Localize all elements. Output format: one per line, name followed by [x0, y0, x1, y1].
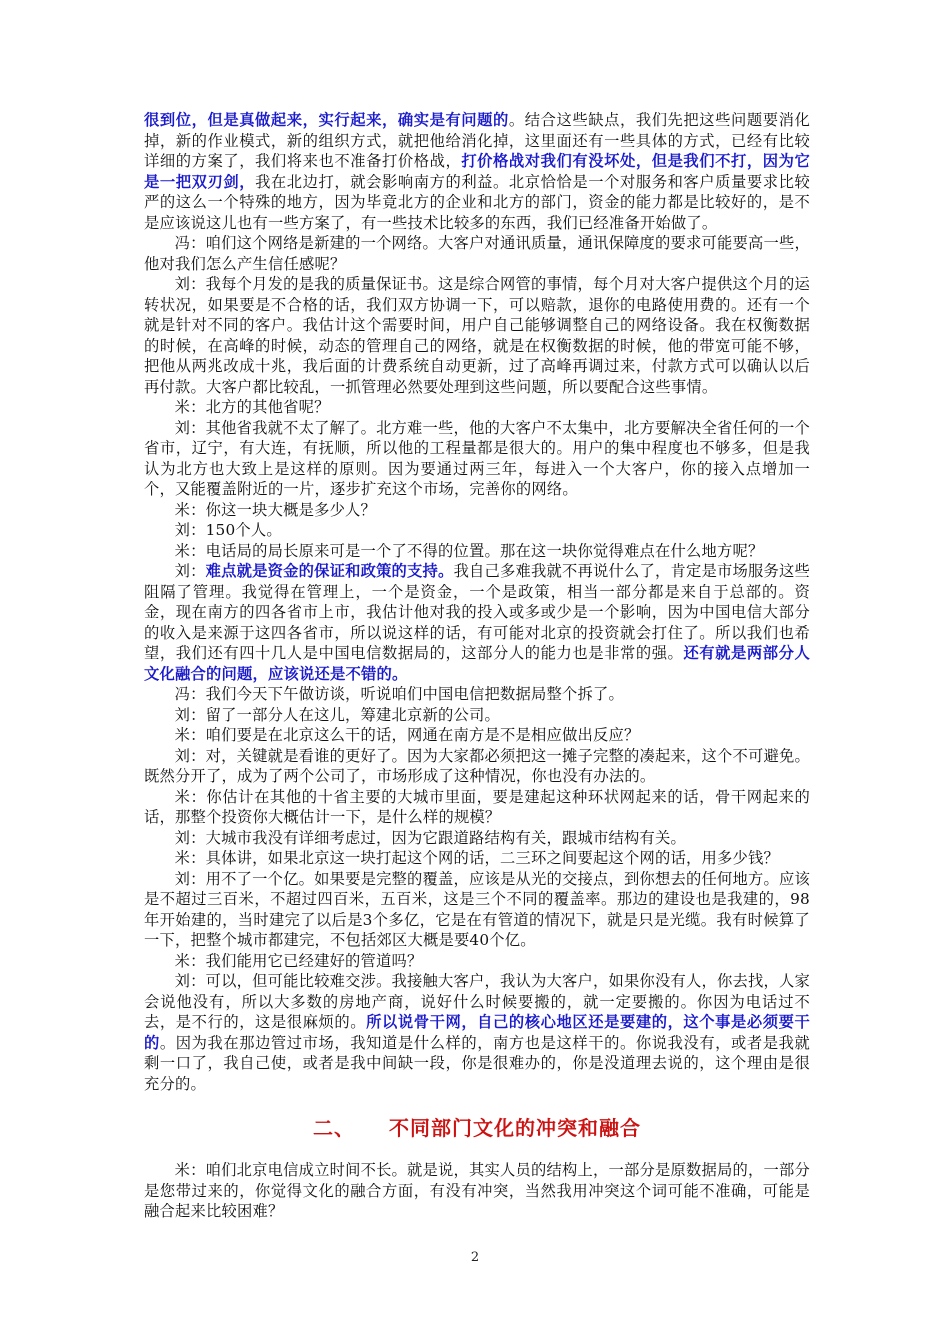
highlighted-text: 打价格战对我们有没坏处，但是我们不打，因为它是一把双刃剑，: [144, 152, 810, 191]
paragraph: [144, 725, 810, 746]
section-paragraph: 米：咱们北京电信成立时间不长。就是说，其实人员的结构上，一部分是原数据局的，一部分是您带过来的，你觉得文化的融合方面，有没有冲突，当然我用冲突这个词可能不准确，可能是融合起来比较困难？: [144, 1161, 810, 1220]
highlighted-text: 所以说骨干网，自己的核心地区还是要建的，这个事是必须要干的: [144, 1013, 810, 1052]
section-number: 二、: [313, 1116, 355, 1140]
paragraph-text: 刘：: [174, 562, 206, 580]
paragraph-text: 刘：可以，但可能比较难交涉。我接触大客户，我认为大客户，如果你没有人，你去找，人家会说他没有，所以大多数的房地产商，说好什么时候要搬的，就一定要搬的。你因为电话过不去，是不行的，这是很麻烦的。: [144, 972, 810, 1031]
paragraph-text: 刘：对，关键就是看谁的更好了。因为大家都必须把这一摊子完整的凑起来，这个不可避免。既然分开了，成为了两个公司了，市场形成了这种情况，你也没有办法的。: [144, 746, 810, 785]
paragraph-text: 刘：用不了一个亿。如果要是完整的覆盖，应该是从光的交接点，到你想去的任何地方。应该是不超过三百米，不超过四百米，五百米，这是三个不同的覆盖率。那边的建设也是我建的，98年开始建的，当时建完了以后是3个多亿，它是在有管道的情况下，就是只是光缆。我有时候算了一下，把整个城市都建完，不包括郊区大概是要40个亿。: [144, 869, 810, 949]
paragraph: [144, 828, 810, 849]
paragraph-text: 米：具体讲，如果北京这一块打起这个网的话，二三环之间要起这个网的话，用多少钱？: [174, 849, 779, 867]
paragraph: [144, 951, 810, 972]
section-heading: [144, 1112, 810, 1141]
paragraph-text: 冯：咱们这个网络是新建的一个网络。大客户对通讯质量，通讯保障度的要求可能要高一些，他对我们怎么产生信任感呢？: [144, 234, 810, 273]
paragraph: [144, 848, 810, 869]
paragraph-text: 冯：我们今天下午做访谈，听说咱们中国电信把数据局整个拆了。: [174, 685, 625, 703]
section-title: 不同部门文化的冲突和融合: [389, 1116, 641, 1140]
paragraph-text: 刘：留了一部分人在这儿，筹建北京新的公司。: [174, 705, 501, 724]
paragraph: [144, 746, 810, 787]
section-body: [144, 1160, 810, 1222]
paragraph: [144, 520, 810, 541]
paragraph: [144, 561, 810, 684]
paragraph-text: 我在北边打，就会影响南方的利益。北京恰恰是一个对服务和客户质量要求比较严的这么一个特殊的地方，因为毕竟北方的企业和北方的部门，资金的能力都是比较好的，是不是应该说这儿也有一些方案了，有一些技术比较多的东西，我们已经准备开始做了。: [144, 172, 810, 232]
paragraph: [144, 397, 810, 418]
paragraph: [144, 541, 810, 562]
paragraph: [144, 869, 810, 951]
paragraph-text: 刘：150个人。: [174, 521, 282, 539]
paragraph-text: 刘：其他省我就不太了解了。北方难一些，他的大客户不太集中，北方要解决全省任何的一个省市，辽宁，有大连，有抚顺，所以他的工程量都是很大的。用户的集中程度也不够多，但是我认为北方也大致上是这样的原则。因为要通过两三年，每进入一个大客户，你的接入点增加一个，又能覆盖附近的一片，逐步扩充这个市场，完善你的网络。: [144, 418, 810, 498]
paragraph-text: 刘：我每个月发的是我的质量保证书。这是综合网管的事情，每个月对大客户提供这个月的运转状况，如果要是不合格的话，我们双方协调一下，可以赔款，退你的电路使用费的。还有一个就是针对不同的客户。我估计这个需要时间，用户自己能够调整自己的网络设备。我在权衡数据的时候，在高峰的时候，动态的管理自己的网络，就是在权衡数据的时候，他的带宽可能不够，把他从两兆改成十兆，我后面的计费系统自动更新，过了高峰再调过来，付款方式可以确认以后再付款。大客户都比较乱，一抓管理必然要处理到这些问题，所以要配合这些事情。: [144, 275, 810, 396]
paragraph-text: 刘：大城市我没有详细考虑过，因为它跟道路结构有关，跟城市结构有关。: [174, 828, 686, 847]
page-number: 2: [470, 1250, 480, 1265]
paragraph: [144, 110, 810, 233]
paragraph: [144, 500, 810, 521]
paragraph-text: 。因为我在那边管过市场，我知道是什么样的，南方也是这样干的。你说我没有，或者是我就剩一口了，我自己使，或者是我中间缺一段，你是很难办的，你是没道理去说的，这个理由是很充分的。: [144, 1033, 811, 1093]
interview-body: [144, 110, 810, 1094]
paragraph: [144, 787, 810, 828]
paragraph-text: 我自己多难我就不再说什么了，肯定是市场服务这些阻隔了管理。我觉得在管理上，一个是资金，一个是政策，相当一部分都是来自于总部的。资金，现在南方的四各省市上市，我估计他对我的投入或多或少是一个影响，因为中国电信大部分的收入是来源于这四各省市，所以说这样的话，有可能对北京的投资就会打住了。所以我们也希望，我们还有四十几人是中国电信数据局的，这部分人的能力也是非常的强。: [144, 562, 811, 662]
paragraph: [144, 705, 810, 726]
highlighted-text: 很到位，但是真做起来，实行起来，确实是有问题的: [144, 111, 509, 129]
paragraph-text: 米：你这一块大概是多少人？: [174, 500, 377, 519]
paragraph: [144, 274, 810, 397]
paragraph: [144, 971, 810, 1094]
paragraph: [144, 233, 810, 274]
paragraph-text: 。结合这些缺点，我们先把这些问题要消化掉，新的作业模式，新的组织方式，就把他给消化掉，这里面还有一些具体的方式，已经有比较详细的方案了，我们将来也不准备打价格战，: [144, 111, 810, 170]
paragraph-text: 米：我们能用它已经建好的管道吗？: [174, 951, 423, 970]
paragraph: [144, 418, 810, 500]
paragraph-text: 米：电话局的局长原来可是一个了不得的位置。那在这一块你觉得难点在什么地方呢？: [174, 541, 764, 560]
paragraph-text: 米：咱们要是在北京这么干的话，网通在南方是不是相应做出反应？: [174, 726, 640, 744]
paragraph-text: 米：你估计在其他的十省主要的大城市里面，要是建起这种环状网起来的话，骨干网起来的话，那整个投资你大概估计一下，是什么样的规模？: [144, 787, 810, 826]
paragraph: [144, 684, 810, 705]
highlighted-text: 还有就是两部分人文化融合的问题，应该说还是不错的。: [144, 644, 810, 683]
highlighted-text: 难点就是资金的保证和政策的支持。: [205, 562, 454, 580]
paragraph-text: 米：北方的其他省呢？: [174, 398, 330, 416]
